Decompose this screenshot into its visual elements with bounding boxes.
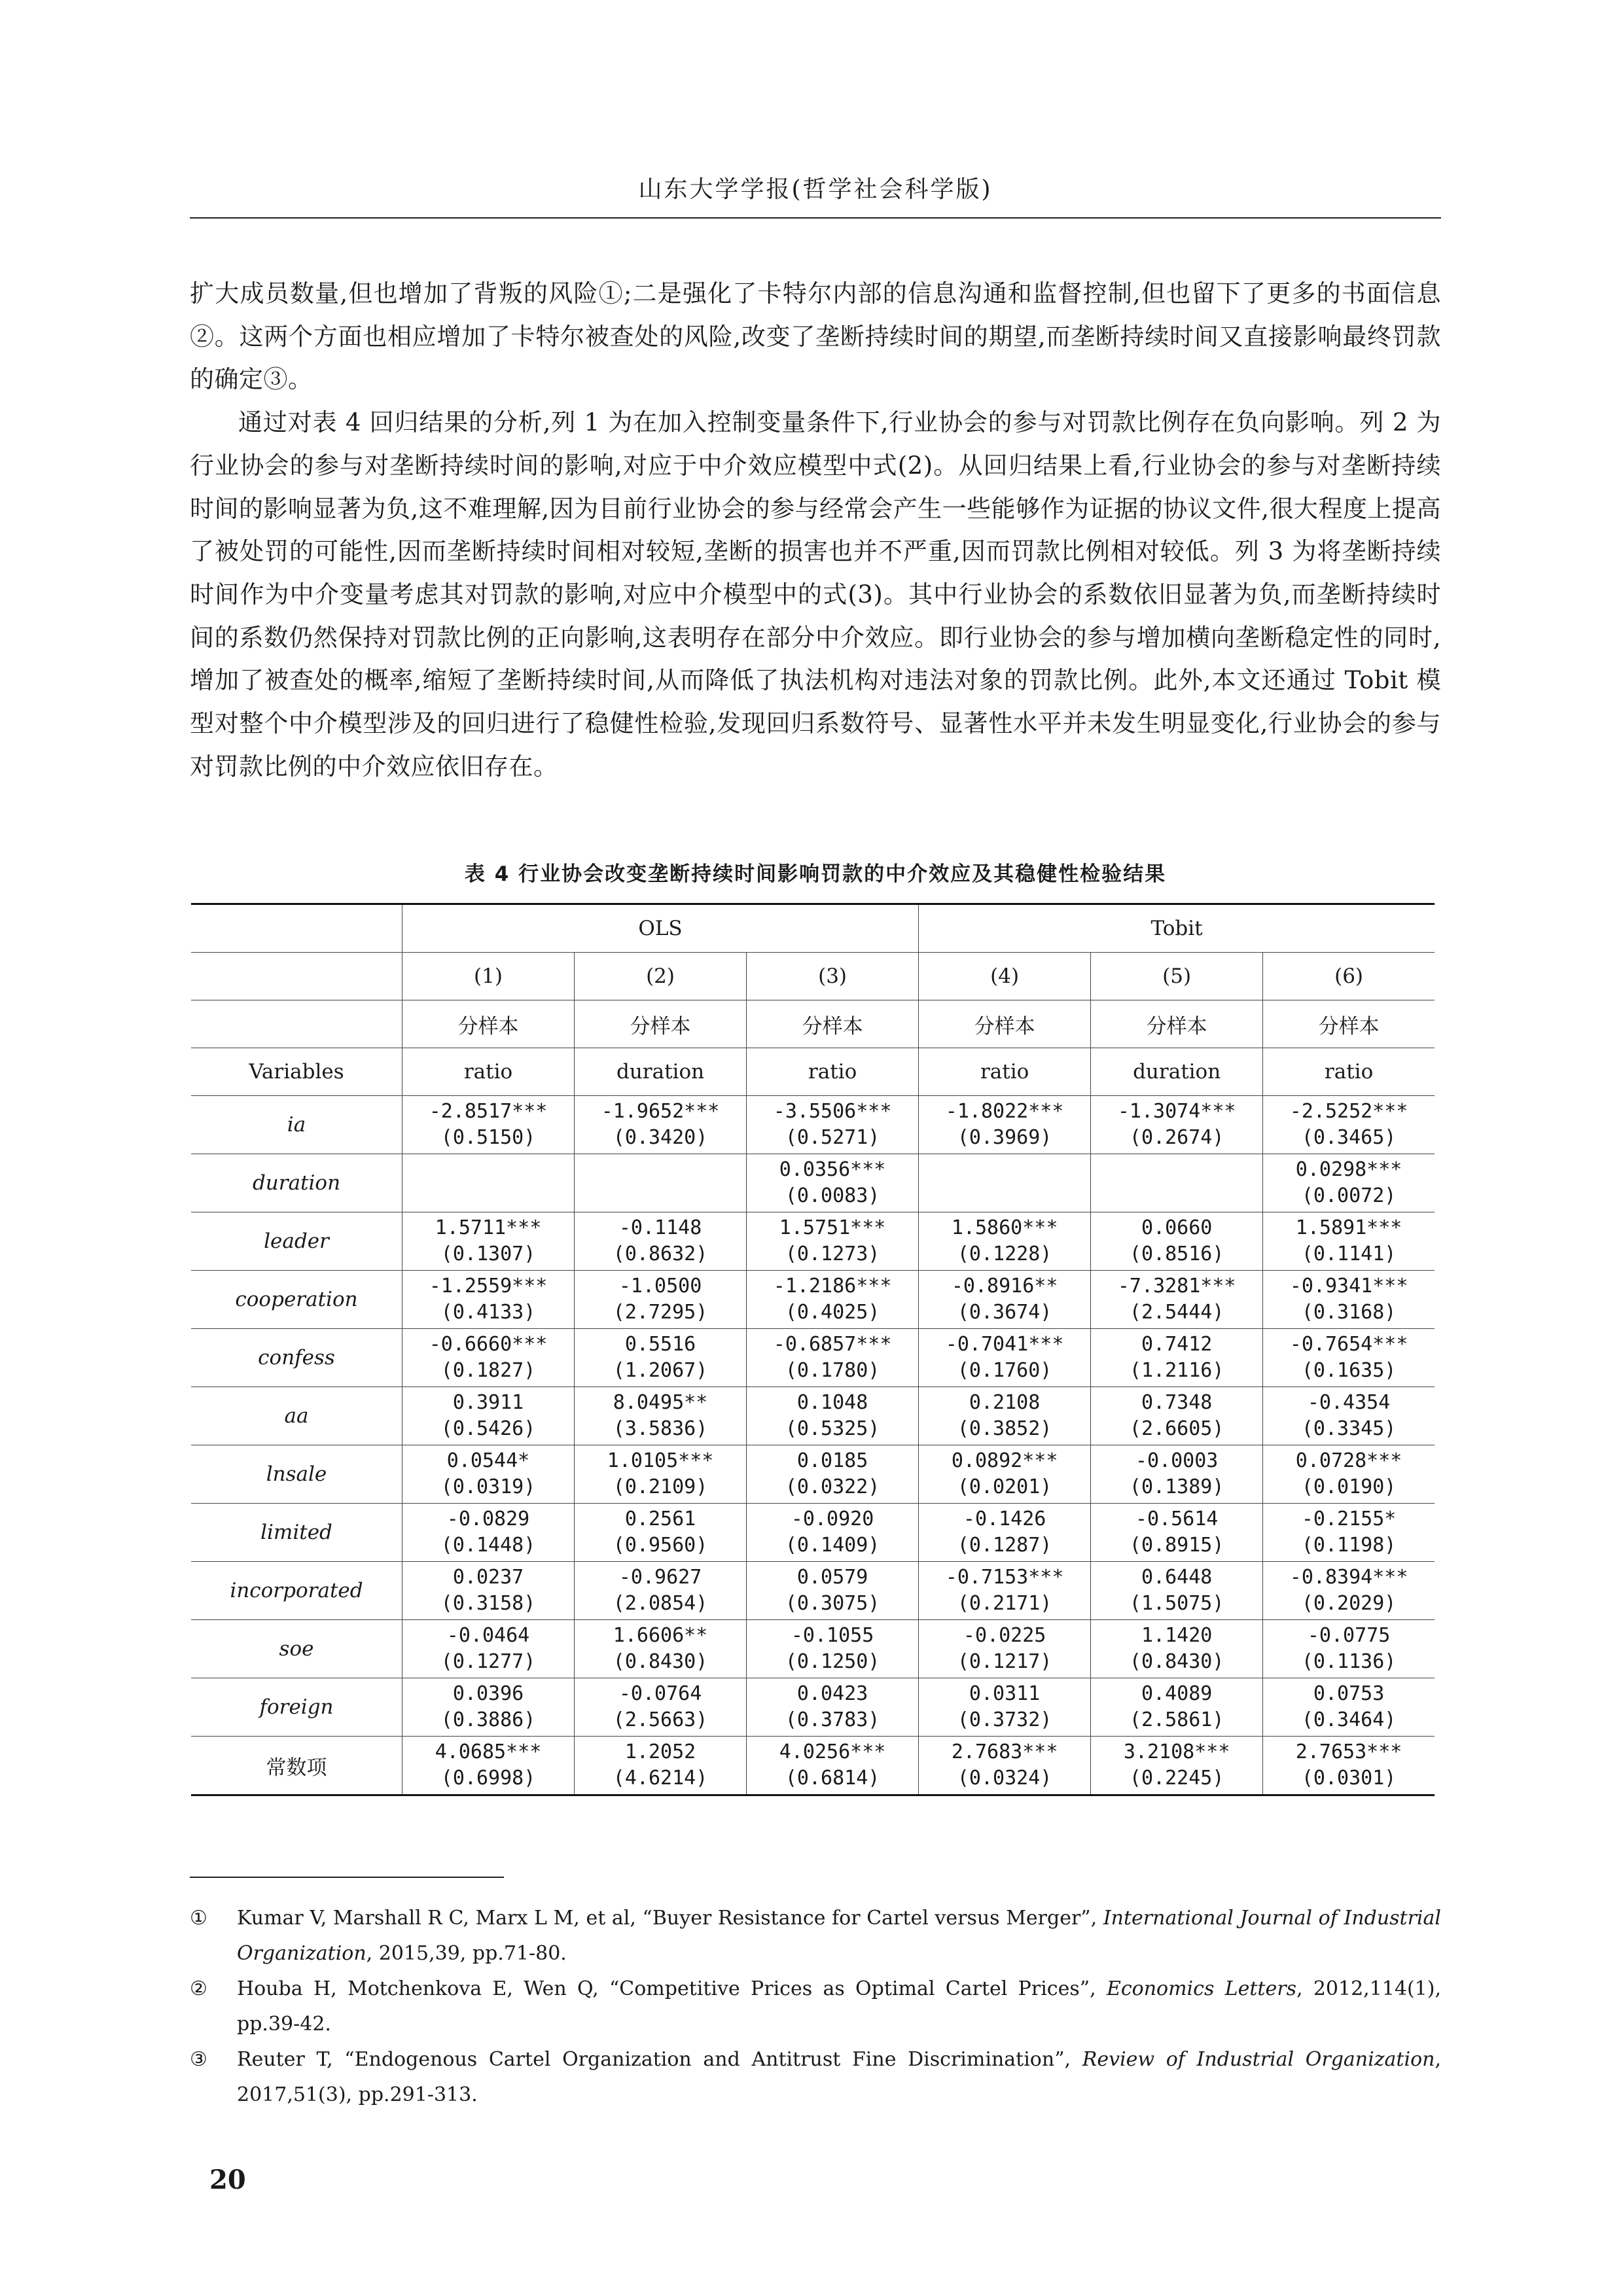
coefficient-cell	[1263, 1504, 1435, 1562]
standard-error: (0.3075)	[785, 1592, 880, 1615]
variable-name: leader	[191, 1212, 402, 1271]
standard-error: (0.3886)	[440, 1708, 536, 1731]
coefficient: -0.6857***	[773, 1333, 892, 1356]
table-corner-cell	[191, 953, 402, 1000]
table-header-row	[191, 1048, 1435, 1096]
footnote-tail: , 2017,51(3), pp.291-313.	[237, 2048, 1441, 2106]
sample-label: 分样本	[1091, 1000, 1263, 1048]
variable-name: foreign	[191, 1678, 402, 1737]
coefficient: -3.5506***	[773, 1100, 892, 1123]
standard-error: (0.4025)	[785, 1301, 880, 1324]
footnote-journal: Review of Industrial Organization	[1082, 2048, 1435, 2071]
coefficient: 0.0579	[796, 1566, 868, 1589]
variable-name: ia	[191, 1096, 402, 1154]
coefficient: 0.0356***	[779, 1158, 886, 1181]
coefficient-cell	[919, 1562, 1091, 1620]
coefficient: 0.0311	[969, 1682, 1041, 1705]
standard-error: (0.1141)	[1301, 1243, 1397, 1265]
coefficient-cell	[919, 1212, 1091, 1271]
table-header-row	[191, 904, 1435, 953]
coefficient-cell	[1091, 1154, 1263, 1212]
coefficient-cell	[402, 1445, 575, 1504]
table-row	[191, 1678, 1435, 1737]
standard-error: (0.3168)	[1301, 1301, 1397, 1324]
coefficient: -0.1055	[791, 1624, 874, 1647]
standard-error: (0.3969)	[957, 1126, 1052, 1149]
standard-error: (0.8516)	[1129, 1243, 1224, 1265]
group-header-tobit: Tobit	[919, 904, 1435, 953]
coefficient: -0.7153***	[945, 1566, 1064, 1589]
coefficient: -0.6660***	[429, 1333, 548, 1356]
standard-error: (0.3464)	[1301, 1708, 1397, 1731]
coefficient: -1.8022***	[945, 1100, 1064, 1123]
standard-error: (0.1228)	[957, 1243, 1052, 1265]
standard-error: (0.0190)	[1301, 1475, 1397, 1498]
coefficient: 1.5711***	[435, 1216, 542, 1239]
standard-error: (0.1635)	[1301, 1359, 1397, 1382]
standard-error: (0.6814)	[785, 1767, 880, 1790]
standard-error: (0.1277)	[440, 1650, 536, 1673]
coefficient-cell	[919, 1271, 1091, 1329]
footnote	[190, 1971, 1441, 2042]
coefficient: 1.2052	[624, 1740, 696, 1763]
column-number: (1)	[402, 953, 575, 1000]
coefficient: 0.0753	[1313, 1682, 1385, 1705]
table-row	[191, 1504, 1435, 1562]
table-row	[191, 1445, 1435, 1504]
table-body	[191, 1096, 1435, 1795]
running-header: 山东大学学报(哲学社会科学版)	[190, 171, 1441, 219]
standard-error: (0.1287)	[957, 1534, 1052, 1557]
coefficient-cell	[1263, 1678, 1435, 1737]
sample-label: 分样本	[919, 1000, 1091, 1048]
standard-error: (0.0322)	[785, 1475, 880, 1498]
coefficient-cell	[747, 1387, 919, 1445]
coefficient: 0.5516	[624, 1333, 696, 1356]
coefficient: -0.0764	[618, 1682, 702, 1705]
standard-error: (1.2116)	[1129, 1359, 1224, 1382]
coefficient: 1.1420	[1141, 1624, 1213, 1647]
coefficient-cell	[1263, 1212, 1435, 1271]
coefficient: 1.5751***	[779, 1216, 886, 1239]
coefficient: -0.0829	[446, 1508, 530, 1530]
coefficient-cell	[747, 1678, 919, 1737]
standard-error: (0.8430)	[613, 1650, 708, 1673]
dependent-variable: ratio	[747, 1048, 919, 1096]
coefficient: 0.7348	[1141, 1391, 1213, 1414]
table-row	[191, 1096, 1435, 1154]
coefficient-cell	[575, 1678, 747, 1737]
coefficient: 0.0892***	[951, 1449, 1058, 1472]
standard-error: (0.2171)	[957, 1592, 1052, 1615]
sample-label: 分样本	[575, 1000, 747, 1048]
table-row	[191, 1212, 1435, 1271]
coefficient: 1.6606**	[613, 1624, 708, 1647]
standard-error: (0.1448)	[440, 1534, 536, 1557]
coefficient-cell	[575, 1737, 747, 1795]
coefficient: 1.0105***	[607, 1449, 714, 1472]
coefficient-cell	[1263, 1096, 1435, 1154]
coefficient: 0.2561	[624, 1508, 696, 1530]
table-row	[191, 1329, 1435, 1387]
standard-error: (0.3732)	[957, 1708, 1052, 1731]
coefficient: -0.2155*	[1301, 1508, 1397, 1530]
coefficient-cell	[402, 1620, 575, 1678]
coefficient-cell	[402, 1271, 575, 1329]
coefficient-cell	[919, 1154, 1091, 1212]
standard-error: (0.4133)	[440, 1301, 536, 1324]
footnote-text: Houba H, Motchenkova E, Wen Q, “Competitive Prices as Optimal Cartel Prices”,	[237, 1977, 1107, 2000]
coefficient: 1.5891***	[1295, 1216, 1402, 1239]
coefficient: -2.8517***	[429, 1100, 548, 1123]
footnote-mark: ①	[190, 1907, 207, 1930]
coefficient: 0.0185	[796, 1449, 868, 1472]
coefficient: 2.7683***	[951, 1740, 1058, 1763]
standard-error: (2.5861)	[1129, 1708, 1224, 1731]
standard-error: (0.1780)	[785, 1359, 880, 1382]
coefficient: 8.0495**	[613, 1391, 708, 1414]
standard-error: (0.5426)	[440, 1417, 536, 1440]
standard-error: (0.0319)	[440, 1475, 536, 1498]
standard-error: (0.0301)	[1301, 1767, 1397, 1790]
coefficient-cell	[919, 1096, 1091, 1154]
coefficient: -1.2186***	[773, 1275, 892, 1298]
coefficient: 0.6448	[1141, 1566, 1213, 1589]
coefficient: 0.3911	[452, 1391, 524, 1414]
standard-error: (0.5325)	[785, 1417, 880, 1440]
footnote-text: Reuter T, “Endogenous Cartel Organization and Antitrust Fine Discrimination”,	[237, 2048, 1082, 2071]
coefficient-cell	[1091, 1096, 1263, 1154]
footnote-mark: ②	[190, 1977, 207, 2000]
body-text	[190, 272, 1441, 788]
sample-label: 分样本	[1263, 1000, 1435, 1048]
coefficient-cell	[1091, 1737, 1263, 1795]
footnote-mark: ③	[190, 2048, 207, 2071]
coefficient: -2.5252***	[1289, 1100, 1408, 1123]
dependent-variable: ratio	[919, 1048, 1091, 1096]
standard-error: (0.3674)	[957, 1301, 1052, 1324]
group-header-ols: OLS	[402, 904, 919, 953]
variable-name: duration	[191, 1154, 402, 1212]
coefficient-cell	[747, 1212, 919, 1271]
coefficient-cell	[919, 1329, 1091, 1387]
standard-error: (0.1409)	[785, 1534, 880, 1557]
standard-error: (0.8915)	[1129, 1534, 1224, 1557]
coefficient-cell	[1091, 1387, 1263, 1445]
coefficient-cell	[747, 1271, 919, 1329]
coefficient: 0.0728***	[1295, 1449, 1402, 1472]
coefficient-cell	[1091, 1212, 1263, 1271]
standard-error: (3.5836)	[613, 1417, 708, 1440]
coefficient-cell	[402, 1737, 575, 1795]
standard-error: (0.1273)	[785, 1243, 880, 1265]
standard-error: (0.0083)	[785, 1184, 880, 1207]
standard-error: (2.0854)	[613, 1592, 708, 1615]
coefficient: 0.7412	[1141, 1333, 1213, 1356]
standard-error: (0.8632)	[613, 1243, 708, 1265]
coefficient: -0.0775	[1307, 1624, 1391, 1647]
coefficient-cell	[1091, 1271, 1263, 1329]
coefficient-cell	[919, 1387, 1091, 1445]
coefficient-cell	[747, 1329, 919, 1387]
coefficient-cell	[747, 1504, 919, 1562]
coefficient: -0.1148	[618, 1216, 702, 1239]
paragraph: 扩大成员数量,但也增加了背叛的风险①;二是强化了卡特尔内部的信息沟通和监督控制,但也留下了更多的书面信息②。这两个方面也相应增加了卡特尔被查处的风险,改变了垄断持续时间的期望,而垄断持续时间又直接影响最终罚款的确定③。	[190, 279, 1441, 394]
coefficient-cell	[1263, 1562, 1435, 1620]
paragraph: 通过对表 4 回归结果的分析,列 1 为在加入控制变量条件下,行业协会的参与对罚款比例存在负向影响。列 2 为行业协会的参与对垄断持续时间的影响,对应于中介效应模型中式(2)。从回归结果上看,行业协会的参与对垄断持续时间的影响显著为负,这不难理解,因为目前行业协会的参与经常会产生一些能够作为证据的协议文件,很大程度上提高了被处罚的可能性,因而垄断持续时间相对较短,垄断的损害也并不严重,因而罚款比例相对较低。列 3 为将垄断持续时间作为中介变量考虑其对罚款的影响,对应中介模型中的式(3)。其中行业协会的系数依旧显著为负,而垄断持续时间的系数仍然保持对罚款比例的正向影响,这表明存在部分中介效应。即行业协会的参与增加横向垄断稳定性的同时,增加了被查处的概率,缩短了垄断持续时间,从而降低了执法机构对违法对象的罚款比例。此外,本文还通过 Tobit 模型对整个中介模型涉及的回归进行了稳健性检验,发现回归系数符号、显著性水平并未发生明显变化,行业协会的参与对罚款比例的中介效应依旧存在。	[190, 408, 1441, 781]
coefficient: -1.2559***	[429, 1275, 548, 1298]
coefficient: -1.0500	[618, 1275, 702, 1298]
coefficient: 0.0423	[796, 1682, 868, 1705]
coefficient-cell	[402, 1504, 575, 1562]
standard-error: (4.6214)	[613, 1767, 708, 1790]
standard-error: (0.1760)	[957, 1359, 1052, 1382]
footnote-journal: Economics Letters	[1106, 1977, 1296, 2000]
coefficient: -0.0464	[446, 1624, 530, 1647]
standard-error: (0.6998)	[440, 1767, 536, 1790]
coefficient-cell	[747, 1737, 919, 1795]
coefficient: -0.8394***	[1289, 1566, 1408, 1589]
coefficient: -1.9652***	[601, 1100, 720, 1123]
standard-error: (0.0072)	[1301, 1184, 1397, 1207]
coefficient-cell	[575, 1620, 747, 1678]
standard-error: (0.5150)	[440, 1126, 536, 1149]
standard-error: (0.9560)	[613, 1534, 708, 1557]
coefficient-cell	[1091, 1445, 1263, 1504]
dependent-variable: ratio	[402, 1048, 575, 1096]
dependent-variable: duration	[575, 1048, 747, 1096]
standard-error: (0.1250)	[785, 1650, 880, 1673]
coefficient-cell	[747, 1154, 919, 1212]
standard-error: (0.3420)	[613, 1126, 708, 1149]
coefficient-cell	[575, 1445, 747, 1504]
coefficient: 4.0685***	[435, 1740, 542, 1763]
table-row	[191, 1387, 1435, 1445]
footnote-tail: , 2015,39, pp.71-80.	[366, 1942, 567, 1965]
coefficient-cell	[1263, 1737, 1435, 1795]
standard-error: (0.2674)	[1129, 1126, 1224, 1149]
coefficient: -0.9627	[618, 1566, 702, 1589]
coefficient-cell	[1263, 1445, 1435, 1504]
coefficient-cell	[402, 1329, 575, 1387]
coefficient-cell	[402, 1562, 575, 1620]
standard-error: (1.2067)	[613, 1359, 708, 1382]
variable-name: confess	[191, 1329, 402, 1387]
coefficient-cell	[402, 1154, 575, 1212]
table-corner-cell	[191, 904, 402, 953]
standard-error: (0.3465)	[1301, 1126, 1397, 1149]
coefficient: -0.7041***	[945, 1333, 1064, 1356]
coefficient: 3.2108***	[1123, 1740, 1230, 1763]
coefficient-cell	[402, 1096, 575, 1154]
table-row	[191, 1737, 1435, 1795]
coefficient-cell	[1091, 1504, 1263, 1562]
table-corner-cell	[191, 1000, 402, 1048]
coefficient-cell	[1091, 1620, 1263, 1678]
coefficient: 0.1048	[796, 1391, 868, 1414]
coefficient-cell	[919, 1445, 1091, 1504]
table-row	[191, 1562, 1435, 1620]
coefficient-cell	[1263, 1154, 1435, 1212]
variable-name: incorporated	[191, 1562, 402, 1620]
standard-error: (1.5075)	[1129, 1592, 1224, 1615]
standard-error: (2.6605)	[1129, 1417, 1224, 1440]
coefficient-cell	[575, 1329, 747, 1387]
variable-name: soe	[191, 1620, 402, 1678]
footnote-text: Kumar V, Marshall R C, Marx L M, et al, “Buyer Resistance for Cartel versus Merger”,	[237, 1907, 1103, 1930]
table-row	[191, 1154, 1435, 1212]
standard-error: (2.5444)	[1129, 1301, 1224, 1324]
coefficient: 0.0396	[452, 1682, 524, 1705]
table-header-row	[191, 1000, 1435, 1048]
coefficient-cell	[1091, 1678, 1263, 1737]
standard-error: (0.0201)	[957, 1475, 1052, 1498]
standard-error: (0.2109)	[613, 1475, 708, 1498]
coefficient-cell	[575, 1154, 747, 1212]
coefficient: 0.2108	[969, 1391, 1041, 1414]
coefficient: 0.4089	[1141, 1682, 1213, 1705]
table-caption: 表 4 行业协会改变垄断持续时间影响罚款的中介效应及其稳健性检验结果	[464, 862, 1167, 886]
column-number: (5)	[1091, 953, 1263, 1000]
coefficient-cell	[1263, 1387, 1435, 1445]
column-number: (4)	[919, 953, 1091, 1000]
standard-error: (0.0324)	[957, 1767, 1052, 1790]
standard-error: (0.5271)	[785, 1126, 880, 1149]
standard-error: (0.1827)	[440, 1359, 536, 1382]
coefficient-cell	[1091, 1562, 1263, 1620]
dependent-variable: duration	[1091, 1048, 1263, 1096]
standard-error: (0.2245)	[1129, 1767, 1224, 1790]
standard-error: (0.3852)	[957, 1417, 1052, 1440]
coefficient-cell	[575, 1387, 747, 1445]
column-number: (6)	[1263, 953, 1435, 1000]
standard-error: (0.3158)	[440, 1592, 536, 1615]
variable-name: aa	[191, 1387, 402, 1445]
standard-error: (0.1217)	[957, 1650, 1052, 1673]
standard-error: (0.3783)	[785, 1708, 880, 1731]
sample-label: 分样本	[402, 1000, 575, 1048]
standard-error: (2.7295)	[613, 1301, 708, 1324]
coefficient: 0.0660	[1141, 1216, 1213, 1239]
coefficient: -0.5614	[1135, 1508, 1219, 1530]
footnote	[190, 1901, 1441, 1971]
column-number: (2)	[575, 953, 747, 1000]
dependent-variable: ratio	[1263, 1048, 1435, 1096]
variable-name: cooperation	[191, 1271, 402, 1329]
coefficient: -0.0920	[791, 1508, 874, 1530]
standard-error: (2.5663)	[613, 1708, 708, 1731]
coefficient-cell	[402, 1212, 575, 1271]
coefficient-cell	[402, 1387, 575, 1445]
coefficient: -0.0225	[963, 1624, 1046, 1647]
coefficient-cell	[747, 1445, 919, 1504]
coefficient: 2.7653***	[1295, 1740, 1402, 1763]
coefficient-cell	[575, 1212, 747, 1271]
variable-name: lnsale	[191, 1445, 402, 1504]
standard-error: (0.1307)	[440, 1243, 536, 1265]
standard-error: (0.1136)	[1301, 1650, 1397, 1673]
table-header-row	[191, 953, 1435, 1000]
coefficient-cell	[1091, 1329, 1263, 1387]
coefficient-cell	[919, 1678, 1091, 1737]
coefficient: 1.5860***	[951, 1216, 1058, 1239]
table-row	[191, 1271, 1435, 1329]
coefficient: -0.7654***	[1289, 1333, 1408, 1356]
coefficient-cell	[919, 1620, 1091, 1678]
standard-error: (0.1389)	[1129, 1475, 1224, 1498]
coefficient-cell	[747, 1562, 919, 1620]
coefficient-cell	[747, 1096, 919, 1154]
standard-error: (0.8430)	[1129, 1650, 1224, 1673]
coefficient: 0.0544*	[446, 1449, 530, 1472]
page-number: 20	[209, 2164, 246, 2195]
coefficient: -0.1426	[963, 1508, 1046, 1530]
coefficient: 0.0298***	[1295, 1158, 1402, 1181]
coefficient-cell	[919, 1504, 1091, 1562]
footnote	[190, 2042, 1441, 2113]
coefficient-cell	[747, 1620, 919, 1678]
coefficient-cell	[402, 1678, 575, 1737]
coefficient-cell	[1263, 1271, 1435, 1329]
coefficient-cell	[1263, 1329, 1435, 1387]
coefficient-cell	[1263, 1620, 1435, 1678]
coefficient-cell	[575, 1504, 747, 1562]
coefficient: -0.0003	[1135, 1449, 1219, 1472]
standard-error: (0.1198)	[1301, 1534, 1397, 1557]
variable-name: 常数项	[191, 1737, 402, 1795]
coefficient-cell	[919, 1737, 1091, 1795]
coefficient: -1.3074***	[1117, 1100, 1236, 1123]
coefficient-cell	[575, 1096, 747, 1154]
footnote-journal: International Journal of Industrial Organization	[237, 1907, 1442, 1965]
coefficient: -7.3281***	[1117, 1275, 1236, 1298]
column-number: (3)	[747, 953, 919, 1000]
footnote-tail: , 2012,114(1), pp.39-42.	[237, 1977, 1442, 2036]
coefficient: -0.4354	[1307, 1391, 1391, 1414]
variable-name: limited	[191, 1504, 402, 1562]
coefficient: -0.8916**	[951, 1275, 1058, 1298]
standard-error: (0.3345)	[1301, 1417, 1397, 1440]
variables-label: Variables	[191, 1048, 402, 1096]
coefficient-cell	[575, 1562, 747, 1620]
table-row	[191, 1620, 1435, 1678]
coefficient-cell	[575, 1271, 747, 1329]
footnotes	[190, 1901, 1441, 2113]
sample-label: 分样本	[747, 1000, 919, 1048]
coefficient: 4.0256***	[779, 1740, 886, 1763]
standard-error: (0.2029)	[1301, 1592, 1397, 1615]
coefficient: 0.0237	[452, 1566, 524, 1589]
coefficient: -0.9341***	[1289, 1275, 1408, 1298]
regression-table	[191, 903, 1435, 1796]
footnote-separator	[190, 1877, 504, 1878]
